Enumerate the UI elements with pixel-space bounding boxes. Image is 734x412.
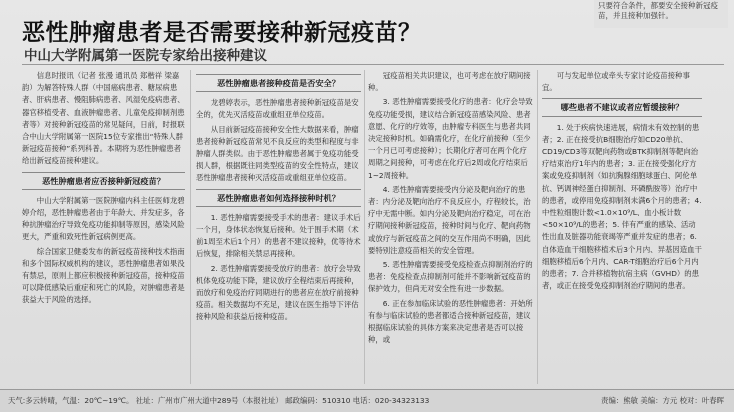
section-heading: 恶性肿瘤患者如何选择接种时机？ [196, 189, 361, 207]
paragraph: 综合国家卫健委发布的新冠疫苗接种技术指南和多个国际权威机构的建议，恶性肿瘤患者如果没有禁忌，原则上都应积极接种新冠疫苗，接种疫苗可以降低感染后重症和死亡的风险，对肿瘤患者是获益大于风险的选择。 [22, 246, 185, 305]
paragraph: 冠疫苗相关共识建议，也可考虑在放疗期间接种。 [368, 71, 531, 93]
column-divider [190, 70, 191, 384]
column-1 [22, 70, 185, 386]
subheadline: 中山大学附属第一医院专家给出接种建议 [24, 48, 267, 64]
paragraph: 1. 处于疾病快速进展，病情未有效控制的患者；2. 正在接受抗B细胞治疗如CD20单抗、CD19/CD3等双靶向药物或BTK抑制剂等靶向治疗结束治疗1年内的患者；3. 正在接受强化疗方案或免疫抑制剂（如抗胸腺细胞球蛋白、阿伦单抗、钙调神经蛋白抑制剂、环磷酰胺等）治疗中的患者，或停用免疫抑制剂未满6个月的患者；4. 中性粒细胞计数<1.0×10⁹/L、血小板计数<50×10⁹/L的患者；5. 伴有严重的感染、活动性出血及脏器功能衰竭等严重并发症的患者；6. 自体造血干细胞移植术后3个月内、异基因造血干细胞移植后6个月内、CAR-T细胞治疗后6个月内的患者；7. 合并移植物抗宿主病（GVHD）的患者，或正在接受免疫抑制剂治疗期间的患者。 [542, 122, 702, 291]
header-rule [22, 64, 724, 65]
paragraph: 从目前新冠疫苗接种安全性大数据来看，肿瘤患者接种新冠疫苗常见不良反应的类型和程度与非肿瘤人群类似。由于恶性肿瘤患者属于免疫功能受损人群，根据既往同类型疫苗的安全性特点，建议恶性肿瘤患者接种灭活疫苗或重组亚单位疫苗。 [196, 124, 359, 183]
list-item: 5. 恶性肿瘤需要接受免疫检查点抑制剂治疗的患者：免疫检查点抑制剂可能并不影响新冠疫苗的保护效力，但尚无对安全性有进一步数据。 [368, 260, 533, 294]
paragraph: 龙碧婷表示，恶性肿瘤患者接种新冠疫苗是安全的，优先灭活疫苗或重组亚单位疫苗。 [196, 98, 359, 120]
column-2 [196, 70, 361, 386]
lead-paragraph: 信息时报讯（记者 张漫 通讯员 郑楷祥 梁嘉韵）为解答特殊人群（中国癌病患者、糖尿病患者、肝病患者、慢阻肺病患者、风湿免疫病患者、器官移植受者、血液肿瘤患者、儿童免疫抑制剂患者等）对接种新冠疫苗的常见疑问，日前，时报联合中山大学附属第一医院15位专家推出“特殊人群新冠疫苗接种”系列科普。本期将为恶性肿瘤患者给出新冠疫苗接种建议。 [22, 71, 185, 166]
paragraph: 可与发起单位或牵头专家讨论疫苗接种事宜。 [542, 71, 690, 93]
page-footer [0, 389, 734, 412]
paragraph: 中山大学附属第一医院肿瘤内科主任医师龙碧婷介绍，恶性肿瘤患者由于年龄大、并发症多，各种抗肿瘤治疗导致免疫功能抑制等原因，感染风险更大，严重和致死性新冠病例更高。 [22, 195, 185, 242]
footer-credits: 责编：熊敏 美编：方元 校对：叶春晖 [601, 396, 724, 405]
column-4 [542, 70, 702, 386]
column-divider [364, 70, 365, 384]
column-divider [537, 70, 538, 384]
section-heading: 恶性肿瘤患者应否接种新冠疫苗？ [22, 172, 185, 190]
list-item: 6. 正在参加临床试验的恶性肿瘤患者：开始所有参与临床试验的患者都适合接种新冠疫苗，建议根据临床试验的具体方案来决定患者是否可以接种，或 [368, 298, 533, 345]
list-item: 4. 恶性肿瘤需要接受内分泌及靶向治疗的患者：内分泌及靶向治疗不良反应小，疗程较长，治疗中无需中断。如内分泌及靶向治疗稳定，可在治疗期间接种新冠疫苗，接种时间与化疗、靶向药物或放疗与新冠疫苗之间的交互作用尚不明确，因此要特别注意疫苗相关的安全管理。 [368, 184, 531, 255]
corner-note: 只要符合条件，都要安全接种新冠疫苗，并且接种加强针。 [594, 0, 728, 28]
column-3 [368, 70, 533, 386]
section-heading: 哪些患者不建议或者应暂缓接种？ [542, 98, 702, 116]
footer-info: 天气:多云转晴，气温：20℃~19℃。 社址：广州市广州大道中289号（本报社址） 邮政编码：510310 电话：020-34323133 [8, 396, 430, 405]
headline: 恶性肿瘤患者是否需要接种新冠疫苗？ [22, 19, 422, 46]
list-item: 3. 恶性肿瘤需要接受化疗的患者：化疗会导致免疫功能受损，建议结合新冠疫苗感染风险、患者意愿、化疗的疗效等，由肿瘤专科医生与患者共同决定接种时机。如确需化疗，在化疗前接种（至少一个月已可考虑接种）；长期化疗者可在两个化疗周期之间接种，可考虑在化疗后2周或化疗结束后1~2周接种。 [368, 97, 533, 180]
list-item: 2. 恶性肿瘤需要接受放疗的患者：放疗会导致机体免疫功能下降，建议放疗全程结束后再接种，而放疗和免疫治疗同期进行的患者应在放疗前接种疫苗。相关数据均不充足，建议在医生指导下评估接种风险和获益后接种疫苗。 [196, 263, 361, 322]
list-item: 1. 恶性肿瘤需要接受手术的患者：建议手术后一个月，身体状态恢复后接种。处于围手术期（术前1周至术后1个月）的患者不建议接种，优等待术后恢复，排除相关禁忌再接种。 [196, 212, 361, 259]
section-heading: 恶性肿瘤患者接种疫苗是否安全？ [196, 74, 361, 92]
